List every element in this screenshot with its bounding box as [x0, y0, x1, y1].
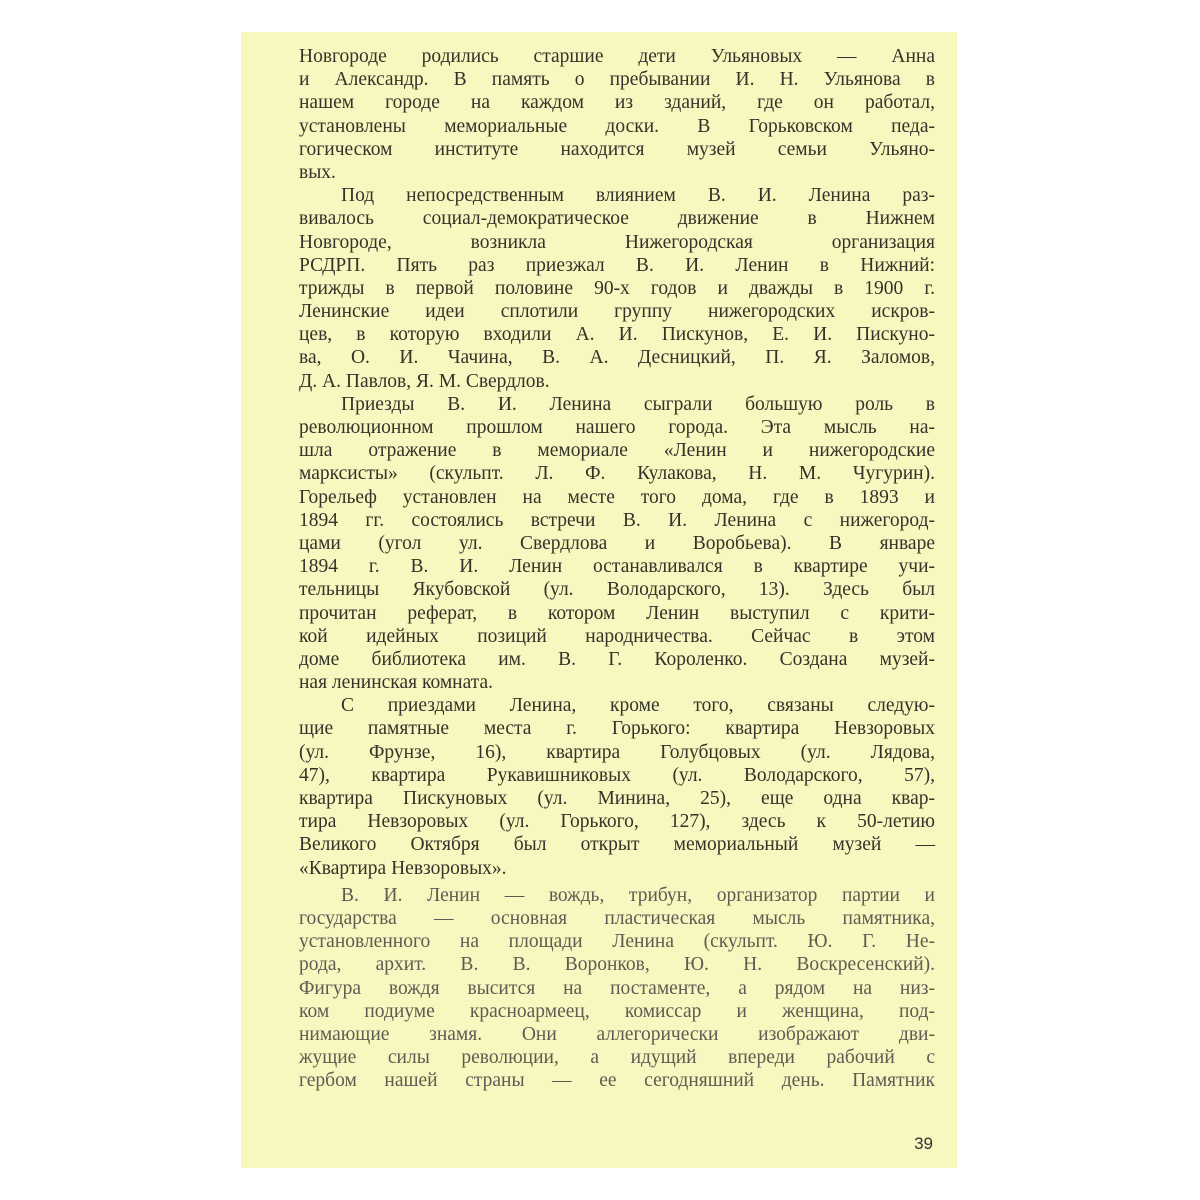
text-line: государства — основная пластическая мысль памятника, [299, 907, 935, 929]
text-line: вивалось социал-демократическое движение в Нижнем [299, 208, 935, 230]
text-line: Горельеф установлен на месте того дома, где в 1893 и [299, 486, 935, 508]
text-line: тира Невзоровых (ул. Горького, 127), здесь к 50-летию [299, 811, 935, 833]
text-line: нимающие знамя. Они аллегорически изображают дви- [299, 1023, 935, 1045]
text-line: 1894 г. В. И. Ленин останавливался в квартире учи- [299, 556, 935, 578]
text-line: ком подиуме красноармеец, комиссар и женщина, под- [299, 1000, 935, 1022]
text-line: установленного на площади Ленина (скульпт. Ю. Г. Не- [299, 931, 935, 953]
paragraph [299, 694, 935, 880]
text-line: Ленинские идеи сплотили группу нижегородских искров- [299, 301, 935, 323]
page-number: 39 [914, 1134, 933, 1153]
text-line: Под непосредственным влиянием В. И. Ленина раз- [341, 185, 935, 207]
text-line: доме библиотека им. В. Г. Короленко. Создана музей- [299, 648, 935, 670]
text-line: ва, О. И. Чачина, В. А. Десницкий, П. Я. Заломов, [299, 347, 935, 369]
text-line: революционном прошлом нашего города. Эта мысль на- [299, 417, 935, 438]
text-line: гербом нашей страны — ее сегодняшний день. Памятник [299, 1070, 935, 1092]
text-line: ная ленинская комната. [299, 672, 494, 694]
text-line: рода, архит. В. В. Воронков, Ю. Н. Воскресенский). [299, 954, 935, 976]
text-line: прочитан реферат, в котором Ленин выступил с крити- [299, 602, 935, 624]
page-text [299, 45, 935, 1092]
text-line: Новгороде, возникла Нижегородская организация [299, 231, 935, 253]
paragraph [299, 884, 935, 1093]
text-line: марксисты» (скульпт. Л. Ф. Кулакова, Н. М. Чугурин). [299, 463, 935, 485]
text-line: щие памятные места г. Горького: квартира Невзоровых [299, 718, 935, 740]
text-line: и Александр. В память о пребывании И. Н. Ульянова в [299, 69, 935, 91]
text-line: 1894 гг. состоялись встречи В. И. Ленина с нижегород- [299, 509, 935, 531]
text-line: установлены мемориальные доски. В Горьковском педа- [299, 115, 935, 137]
paragraph [299, 393, 935, 694]
text-line: Великого Октября был открыт мемориальный музей — [299, 834, 935, 856]
text-line: гогическом институте находится музей семьи Ульяно- [299, 138, 935, 160]
text-line: Приезды В. И. Ленина сыграли большую роль в [341, 393, 935, 415]
text-line: Д. А. Павлов, Я. М. Свердлов. [299, 370, 550, 392]
book-page [241, 32, 957, 1168]
text-line: С приездами Ленина, кроме того, связаны следую- [341, 695, 935, 717]
paragraph [299, 184, 935, 393]
text-line: (ул. Фрунзе, 16), квартира Голубцовых (ул. Лядова, [299, 741, 935, 763]
text-line: Новгороде родились старшие дети Ульяновых — Анна [299, 46, 935, 67]
text-line: 47), квартира Рукавишниковых (ул. Володарского, 57), [299, 764, 935, 786]
paragraph [299, 45, 935, 184]
text-line: цами (угол ул. Свердлова и Воробьева). В январе [299, 532, 935, 554]
text-line: РСДРП. Пять раз приезжал В. И. Ленин в Нижний: [299, 254, 935, 276]
text-line: «Квартира Невзоровых». [299, 857, 507, 879]
text-line: трижды в первой половине 90-х годов и дважды в 1900 г. [299, 277, 935, 299]
text-line: Фигура вождя высится на постаменте, а рядом на низ- [299, 977, 935, 999]
text-line: жущие силы революции, а идущий впереди рабочий с [299, 1047, 935, 1069]
text-line: нашем городе на каждом из зданий, где он работал, [299, 92, 935, 114]
text-line: кой идейных позиций народничества. Сейчас в этом [299, 625, 935, 647]
text-line: квартира Пискуновых (ул. Минина, 25), еще одна квар- [299, 788, 935, 809]
text-line: тельницы Якубовской (ул. Володарского, 13). Здесь был [299, 579, 935, 601]
text-line: цев, в которую входили А. И. Пискунов, Е. И. Пискуно- [299, 324, 935, 346]
text-line: В. И. Ленин — вождь, трибун, организатор партии и [341, 884, 935, 906]
text-line: вых. [299, 161, 336, 183]
text-line: шла отражение в мемориале «Ленин и нижегородские [299, 440, 935, 462]
